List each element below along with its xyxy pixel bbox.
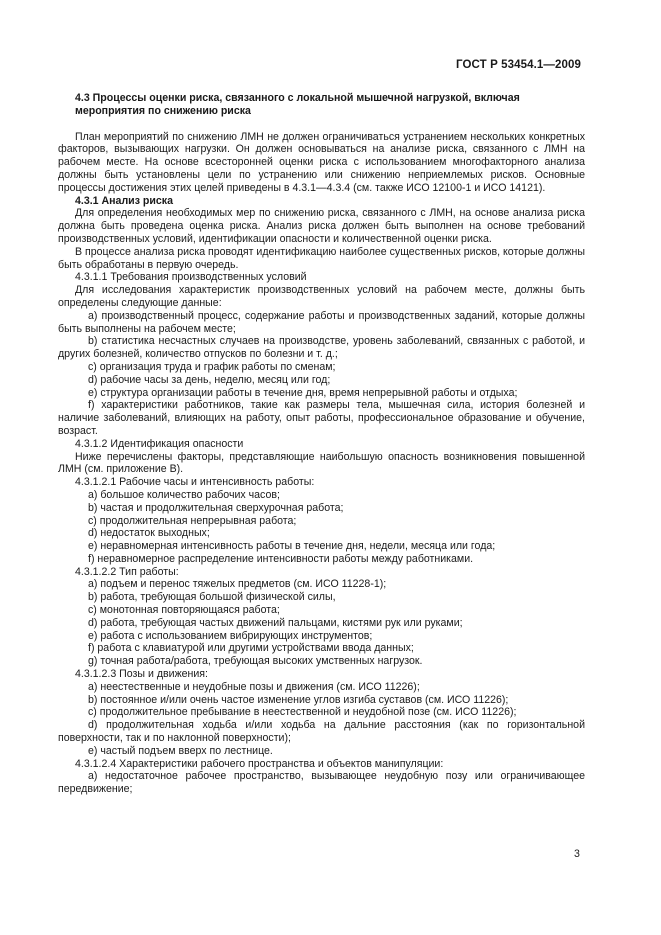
workspace-title: 4.3.1.2.4 Характеристики рабочего пространства и объектов манипуляции: [75, 757, 444, 770]
list-item: d) рабочие часы за день, неделю, месяц или год; [88, 373, 331, 386]
list-item: e) неравномерная интенсивность работы в течение дня, недели, месяца или года; [88, 540, 496, 553]
work-hours-title: 4.3.1.2.1 Рабочие часы и интенсивность работы: [75, 476, 315, 489]
list-item: f) работа с клавиатурой или другими устройствами ввода данных; [88, 642, 414, 655]
list-item: d) работа, требующая частых движений пальцами, кистями рук или руками; [88, 616, 463, 629]
section-title: 4.3 Процессы оценки риска, связанного с локальной мышечной нагрузкой, включая мероприятия по снижению риска [75, 92, 520, 117]
list-item: c) монотонная повторяющаяся работа; [88, 604, 280, 617]
list-item: f) неравномерное распределение интенсивности работы между работниками. [88, 552, 474, 565]
list-item: d) недостаток выходных; [88, 527, 210, 540]
list-item: c) организация труда и график работы по сменам; [88, 360, 336, 373]
list-item: b) статистика несчастных случаев на производстве, уровень заболеваний, связанных с работой, и других болезней, количество отпусков по болезни и т. д.; [58, 335, 585, 361]
list-item: g) точная работа/работа, требующая высоких умственных нагрузок. [88, 655, 423, 668]
list-item: c) продолжительное пребывание в неестественной и неудобной позе (см. ИСО 11226); [88, 706, 517, 719]
document-body [58, 92, 585, 796]
list-item: e) работа с использованием вибрирующих инструментов; [88, 629, 373, 642]
list-item: b) частая и продолжительная сверхурочная работа; [88, 501, 344, 514]
hazard-identification-title: 4.3.1.2 Идентификация опасности [75, 437, 244, 450]
list-item: d) продолжительная ходьба и/или ходьба на дальние расстояния (как по горизонтальной поверхности, так и по наклонной поверхности); [58, 719, 585, 745]
list-item: b) постоянное и/или очень частое изменение углов изгиба суставов (см. ИСО 11226); [88, 693, 509, 706]
section-intro: План мероприятий по снижению ЛМН не должен ограничиваться устранением нескольких конкретных факторов, вызывающих нагрузки. Он должен основываться на анализе риска, связанного с ЛМН на рабочем месте. На основе всесторонней оценки риска с использованием многофакторного анализа должны быть установлены цели по устранению или снижению неприемлемых рисков. Основные процессы достижения этих целей приведены в 4.3.1—4.3.4 (см. также ИСО 12100-1 и ИСО 14121). [58, 130, 585, 194]
list-item: e) структура организации работы в течение дня, время непрерывной работы и отдыха; [88, 386, 518, 399]
risk-analysis-paragraph: В процессе анализа риска проводят идентификацию наиболее существенных рисков, которые должны быть обработаны в первую очередь. [58, 245, 586, 271]
work-type-title: 4.3.1.2.2 Тип работы: [75, 565, 179, 578]
list-item: a) недостаточное рабочее пространство, вызывающее неудобную позу или ограничивающее передвижение; [58, 770, 585, 796]
list-item: a) производственный процесс, содержание работы и производственных заданий, которые должны быть выполнены на рабочем месте; [58, 309, 585, 335]
list-item: a) подъем и перенос тяжелых предметов (см. ИСО 11228-1); [88, 578, 387, 591]
requirements-title: 4.3.1.1 Требования производственных условий [75, 271, 307, 284]
list-item: a) неестественные и неудобные позы и движения (см. ИСО 11226); [88, 680, 420, 693]
list-item: b) работа, требующая большой физической силы, [88, 591, 336, 604]
postures-title: 4.3.1.2.3 Позы и движения: [75, 668, 208, 681]
list-item: e) частый подъем вверх по лестнице. [88, 744, 273, 757]
page-number: 3 [574, 848, 580, 860]
hazard-identification-intro: Ниже перечислены факторы, представляющие наибольшую опасность возникновения повышенной ЛМН (см. приложение В). [58, 450, 585, 476]
list-item: c) продолжительная непрерывная работа; [88, 514, 297, 527]
document-code: ГОСТ Р 53454.1—2009 [456, 59, 581, 71]
requirements-intro: Для исследования характеристик производственных условий на рабочем месте, должны быть определены следующие данные: [58, 284, 585, 309]
list-item: a) большое количество рабочих часов; [88, 488, 280, 501]
risk-analysis-title: 4.3.1 Анализ риска [75, 194, 173, 207]
risk-analysis-paragraph: Для определения необходимых мер по снижению риска, связанного с ЛМН, на основе анализа риска должна быть проведена оценка риска. Анализ риска должен быть выполнен на основе требований производственных условий, идентификации опасности и количественной оценки риска. [58, 207, 585, 245]
list-item: f) характеристики работников, такие как размеры тела, мышечная сила, история болезней и наличие заболеваний, влияющих на работу, опыт работы, профессиональное образование и обучение, возраст. [58, 399, 585, 437]
